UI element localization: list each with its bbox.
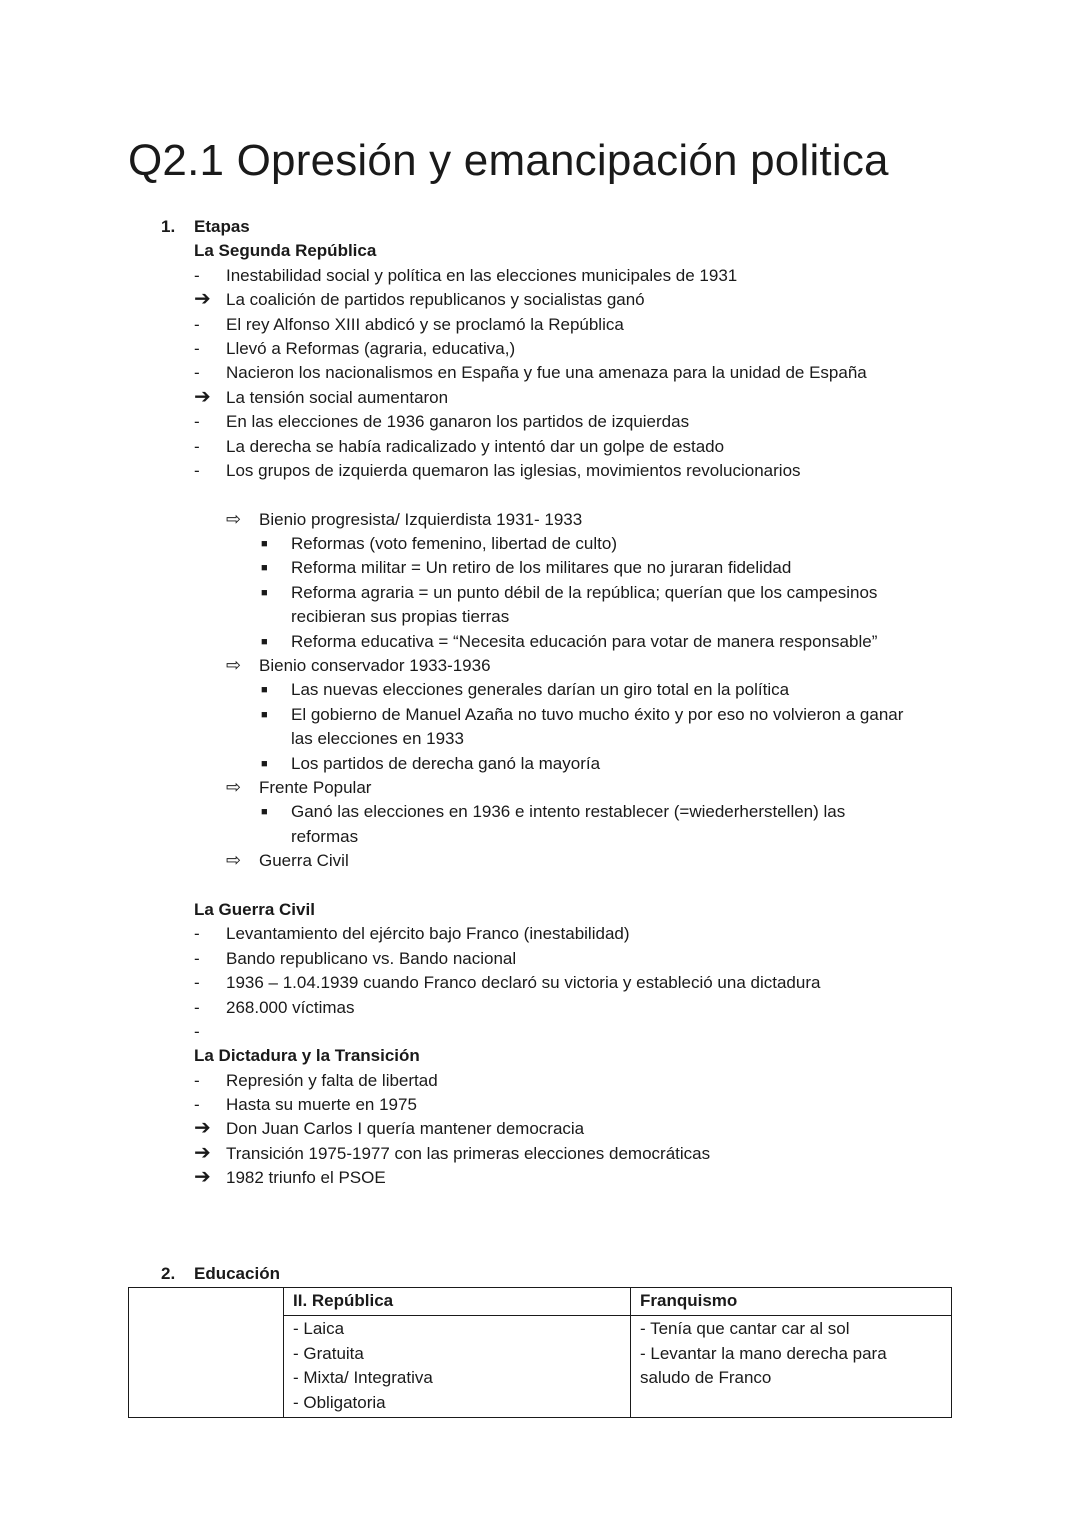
bullet-text: Reforma agraria = un punto débil de la república; querían que los campesinos <box>291 582 878 602</box>
bullet-item <box>128 605 958 629</box>
list-item-text: Los grupos de izquierda quemaron las iglesias, movimientos revolucionarios <box>226 460 801 480</box>
bullet-item <box>128 630 958 654</box>
arrow-right-icon: ➔ <box>194 1166 211 1189</box>
list-item <box>128 1117 958 1141</box>
republica-phases <box>128 508 958 874</box>
list-item-text: 1936 – 1.04.1939 cuando Franco declaró su victoria y estableció una dictadura <box>226 973 821 993</box>
list-item <box>128 288 958 312</box>
hollow-arrow-icon: ⇨ <box>226 776 242 797</box>
bullet-item <box>128 727 958 751</box>
square-bullet-icon: ■ <box>261 708 268 721</box>
list-item-text: La derecha se había radicalizado y intentó dar un golpe de estado <box>226 436 725 456</box>
square-bullet-icon: ■ <box>261 806 268 819</box>
bullet-item <box>128 703 958 727</box>
list-item <box>128 386 958 410</box>
bullet-item <box>128 556 958 580</box>
dash-marker: - <box>194 314 200 334</box>
list-item-text: Llevó a Reformas (agraria, educativa,) <box>226 338 516 358</box>
square-bullet-icon: ■ <box>261 562 268 575</box>
arrow-right-icon: ➔ <box>194 1141 211 1164</box>
list-item <box>128 996 958 1020</box>
list-item <box>128 361 958 385</box>
list-item <box>128 922 958 946</box>
list-item-text: Hasta su muerte en 1975 <box>226 1095 417 1115</box>
list-item-text: 1982 triunfo el PSOE <box>226 1168 386 1188</box>
bullet-text: Los partidos de derecha ganó la mayoría <box>291 753 601 773</box>
phase-item <box>128 776 958 800</box>
list-item-text: Nacieron los nacionalismos en España y fue una amenaza para la unidad de España <box>226 363 867 383</box>
phase-label: Bienio conservador 1933-1936 <box>259 656 491 676</box>
table-header-franquismo: Franquismo <box>631 1288 952 1316</box>
table-empty-cell <box>129 1288 284 1418</box>
square-bullet-icon: ■ <box>261 757 268 770</box>
education-table <box>128 1287 952 1418</box>
subsection-heading-guerra: La Guerra Civil <box>194 899 315 919</box>
bullet-text: Ganó las elecciones en 1936 e intento restablecer (=wiederherstellen) las <box>291 802 846 822</box>
arrow-right-icon: ➔ <box>194 1117 211 1140</box>
table-cell-line: - Gratuita <box>293 1343 364 1363</box>
list-item <box>128 264 958 288</box>
dash-marker: - <box>194 924 200 944</box>
page-title: Q2.1 Opresión y emancipación politica <box>128 136 889 185</box>
table-cell-franquismo <box>631 1316 952 1418</box>
section-heading: Educación <box>194 1264 280 1283</box>
phase-item <box>128 849 958 873</box>
dash-marker: - <box>194 338 200 358</box>
dash-marker: - <box>194 412 200 432</box>
table-cell-line: - Obligatoria <box>293 1392 386 1412</box>
list-item <box>128 1142 958 1166</box>
arrow-right-icon: ➔ <box>194 385 211 408</box>
table-cell-line: - Tenía que cantar car al sol <box>640 1319 850 1339</box>
square-bullet-icon: ■ <box>261 635 268 648</box>
list-item <box>128 947 958 971</box>
bullet-text: las elecciones en 1933 <box>291 729 464 749</box>
bullet-text: Reforma militar = Un retiro de los militares que no juraran fidelidad <box>291 558 792 578</box>
guerra-list <box>128 922 958 1044</box>
list-item-text: El rey Alfonso XIII abdicó y se proclamó la República <box>226 314 624 334</box>
section-number: 1. <box>161 217 176 236</box>
list-item-text: Levantamiento del ejército bajo Franco (inestabilidad) <box>226 924 630 944</box>
bullet-text: Reforma educativa = “Necesita educación para votar de manera responsable” <box>291 631 878 651</box>
table-cell-republica <box>284 1316 631 1418</box>
list-item <box>128 1166 958 1190</box>
dash-marker: - <box>194 997 200 1017</box>
section-heading: Etapas <box>194 217 250 236</box>
list-item-text: La tensión social aumentaron <box>226 387 449 407</box>
phase-label: Guerra Civil <box>259 851 349 871</box>
dash-marker: - <box>194 1070 200 1090</box>
hollow-arrow-icon: ⇨ <box>226 850 242 871</box>
section-etapas <box>128 215 958 1191</box>
square-bullet-icon: ■ <box>261 586 268 599</box>
phase-item <box>128 508 958 532</box>
dash-marker: - <box>194 460 200 480</box>
section-educacion <box>128 1262 958 1286</box>
bullet-item <box>128 581 958 605</box>
table-cell-line: - Levantar la mano derecha para <box>640 1343 887 1363</box>
list-item <box>128 313 958 337</box>
phase-item <box>128 654 958 678</box>
arrow-right-icon: ➔ <box>194 288 211 311</box>
list-item-text: En las elecciones de 1936 ganaron los partidos de izquierdas <box>226 412 690 432</box>
bullet-text: Las nuevas elecciones generales darían un giro total en la política <box>291 680 790 700</box>
hollow-arrow-icon: ⇨ <box>226 655 242 676</box>
dictadura-list <box>128 1069 958 1191</box>
republica-list <box>128 264 958 484</box>
bullet-item <box>128 678 958 702</box>
table-cell-line: - Laica <box>293 1319 345 1339</box>
list-item <box>128 1069 958 1093</box>
list-item-text: Represión y falta de libertad <box>226 1070 438 1090</box>
table-cell-line: saludo de Franco <box>640 1368 772 1388</box>
subsection-heading-republica: La Segunda República <box>194 241 377 261</box>
list-item-text: Transición 1975-1977 con las primeras elecciones democráticas <box>226 1143 711 1163</box>
dash-marker: - <box>194 948 200 968</box>
list-item-text: La coalición de partidos republicanos y socialistas ganó <box>226 290 645 310</box>
list-item <box>128 459 958 483</box>
dash-marker: - <box>194 1095 200 1115</box>
bullet-text: El gobierno de Manuel Azaña no tuvo mucho éxito y por eso no volvieron a ganar <box>291 704 904 724</box>
bullet-text: recibieran sus propias tierras <box>291 607 510 627</box>
bullet-item <box>128 532 958 556</box>
bullet-text: reformas <box>291 826 359 846</box>
list-item <box>128 435 958 459</box>
list-item <box>128 337 958 361</box>
bullet-item <box>128 752 958 776</box>
list-item <box>128 1020 958 1044</box>
square-bullet-icon: ■ <box>261 684 268 697</box>
dash-marker: - <box>194 265 200 285</box>
phase-label: Frente Popular <box>259 777 372 797</box>
dash-marker: - <box>194 363 200 383</box>
list-item-text: Inestabilidad social y política en las elecciones municipales de 1931 <box>226 265 738 285</box>
table-header-republica: II. República <box>284 1288 631 1316</box>
dash-marker: - <box>194 973 200 993</box>
list-item-text: Bando republicano vs. Bando nacional <box>226 948 517 968</box>
table-row <box>129 1288 952 1316</box>
dash-marker: - <box>194 1021 200 1041</box>
bullet-item <box>128 800 958 824</box>
dash-marker: - <box>194 436 200 456</box>
hollow-arrow-icon: ⇨ <box>226 508 242 529</box>
phase-label: Bienio progresista/ Izquierdista 1931- 1933 <box>259 509 583 529</box>
section-number: 2. <box>161 1264 176 1283</box>
list-item-text: 268.000 víctimas <box>226 997 355 1017</box>
list-item <box>128 971 958 995</box>
bullet-item <box>128 825 958 849</box>
square-bullet-icon: ■ <box>261 538 268 551</box>
subsection-heading-dictadura: La Dictadura y la Transición <box>194 1046 420 1066</box>
table-cell-line: - Mixta/ Integrativa <box>293 1368 433 1388</box>
list-item <box>128 1093 958 1117</box>
list-item <box>128 410 958 434</box>
bullet-text: Reformas (voto femenino, libertad de culto) <box>291 534 617 554</box>
list-item-text: Don Juan Carlos I quería mantener democracia <box>226 1119 585 1139</box>
